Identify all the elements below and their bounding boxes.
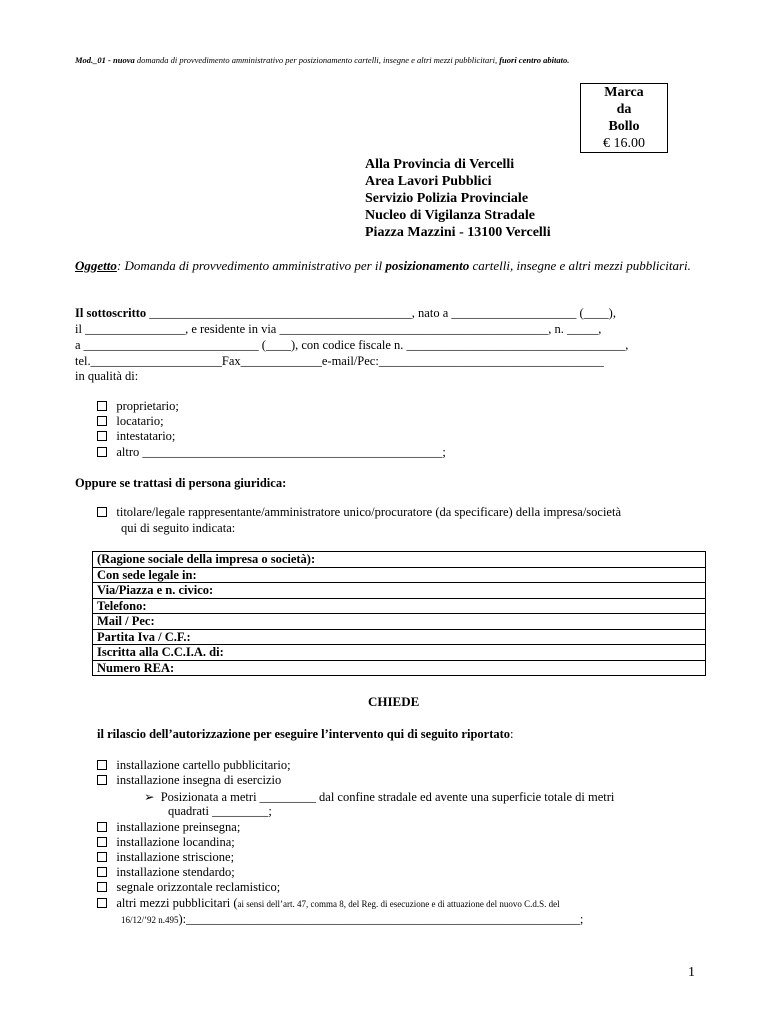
sub-bullet-line-2[interactable]: quadrati _________; [168,804,272,818]
intervento-label: altri mezzi pubblicitari ( [116,896,238,910]
checkbox[interactable] [97,760,107,770]
checkbox[interactable] [97,882,107,892]
checkbox[interactable] [97,822,107,832]
qualita-label: proprietario; [116,399,179,413]
oggetto-text-2: cartelli, insegne e altri mezzi pubblicitari. [469,258,691,273]
rilascio-colon: : [510,727,514,741]
checkbox[interactable] [97,447,107,457]
qualita-item[interactable] [97,399,720,414]
intervento-blank: ):_______________________________________________________________; [178,912,584,926]
intervento-item[interactable] [97,896,720,911]
stamp-line-1: Marca [604,85,644,100]
stamp-line-2: da [616,102,632,117]
marca-da-bollo-box [580,83,668,153]
qualita-label: intestatario; [116,429,176,443]
qualita-item[interactable] [97,414,720,429]
intervento-item-cont[interactable] [121,912,744,927]
qualita-item[interactable] [97,445,720,460]
table-row [93,660,706,676]
giuridica-label-2: qui di seguito indicata: [121,521,236,535]
intervento-label: installazione cartello pubblicitario; [116,758,291,772]
oggetto-label: Oggetto [75,258,117,273]
intervento-label: installazione locandina; [116,835,235,849]
table-cell[interactable]: Partita Iva / C.F.: [93,629,706,645]
giuridica-item[interactable] [97,505,720,520]
intervento-item[interactable] [97,773,720,788]
form-line-4[interactable]: tel._____________________Fax_____________e-mail/Pec:____________________________________ [75,354,604,368]
table-row [93,598,706,614]
address-line-3: Servizio Polizia Provinciale [365,191,529,206]
page-number: 1 [688,965,695,980]
intervento-item[interactable] [97,835,720,850]
intervento-item[interactable] [97,865,720,880]
checkbox[interactable] [97,867,107,877]
checkbox[interactable] [97,431,107,441]
oggetto-paragraph [75,258,698,274]
header-text: domanda di provvedimento amministrativo per posizionamento cartelli, insegne e altri mezzi pubblicitari, [134,55,500,65]
mod-code: Mod._01 - nuova [75,55,135,65]
table-row [93,552,706,568]
intervento-item[interactable] [97,758,720,773]
oggetto-text-1: : Domanda di provvedimento amministrativo per il [116,258,386,273]
intervento-item[interactable] [97,850,720,865]
table-cell[interactable]: Via/Piazza e n. civico: [93,583,706,599]
qualita-label: altro ________________________________________________; [116,445,446,459]
qualita-label: locatario; [116,414,164,428]
table-row [93,583,706,599]
checkbox[interactable] [97,507,107,517]
chiede-heading: CHIEDE [368,694,420,709]
checkbox[interactable] [97,852,107,862]
stamp-line-3: Bollo [608,119,640,134]
table-cell[interactable]: Numero REA: [93,660,706,676]
checkbox[interactable] [97,837,107,847]
intervento-item[interactable] [97,820,720,835]
table-row [93,614,706,630]
qualita-item[interactable] [97,429,720,444]
giuridica-heading: Oppure se trattasi di persona giuridica: [75,476,287,490]
address-line-1: Alla Provincia di Vercelli [365,157,515,172]
rilascio-line [97,727,720,742]
giuridica-label-1: titolare/legale rappresentante/amministratore unico/procuratore (da specificare) della impresa/società [116,505,621,519]
header-fuori: fuori centro abitato. [499,55,570,65]
address-line-2: Area Lavori Pubblici [365,174,492,189]
sottoscritto-label: Il sottoscritto [75,306,147,320]
intervento-label: segnale orizzontale reclamistico; [116,880,281,894]
table-row [93,645,706,661]
company-table [92,551,706,676]
checkbox[interactable] [97,898,107,908]
table-cell[interactable]: Iscritta alla C.C.I.A. di: [93,645,706,661]
arrow-bullet-icon: ➢ [144,790,155,804]
form-line-2[interactable]: il ________________, e residente in via ___________________________________________, n. _____, [75,322,602,336]
checkbox[interactable] [97,775,107,785]
intervento-note: ai sensi dell’art. 47, comma 8, del Reg. di esecuzione e di attuazione del nuovo C.d.S. del [237,899,560,909]
sub-bullet-line[interactable] [144,789,767,805]
intervento-label: installazione insegna di esercizio [116,773,282,787]
form-line-3[interactable]: a ____________________________ (____), con codice fiscale n. ___________________________________, [75,338,629,352]
intervento-item[interactable] [97,880,720,895]
table-row [93,567,706,583]
form-line-5: in qualità di: [75,369,139,383]
oggetto-bold: posizionamento [385,258,470,273]
checkbox[interactable] [97,416,107,426]
checkbox[interactable] [97,401,107,411]
rilascio-text: il rilascio dell’autorizzazione per eseguire l’intervento qui di seguito riportato [97,727,511,741]
header-line [75,55,569,65]
table-cell[interactable]: Mail / Pec: [93,614,706,630]
table-cell[interactable]: Con sede legale in: [93,567,706,583]
intervento-label: installazione striscione; [116,850,235,864]
stamp-price: € 16.00 [603,136,645,151]
form-line-1[interactable] [75,306,698,321]
address-line-4: Nucleo di Vigilanza Stradale [365,208,535,223]
intervento-label: installazione preinsegna; [116,820,241,834]
intervento-label: installazione stendardo; [116,865,235,879]
table-row [93,629,706,645]
address-line-5: Piazza Mazzini - 13100 Vercelli [365,225,551,240]
table-cell[interactable]: (Ragione sociale della impresa o società): [93,552,706,568]
intervento-note-2: 16/12/’92 n.495 [121,915,179,925]
table-cell[interactable]: Telefono: [93,598,706,614]
sub-bullet-text: Posizionata a metri _________ dal confine stradale ed avente una superficie totale di metri [160,790,615,804]
form-line-1-rest: __________________________________________, nato a ____________________ (____), [146,306,616,320]
